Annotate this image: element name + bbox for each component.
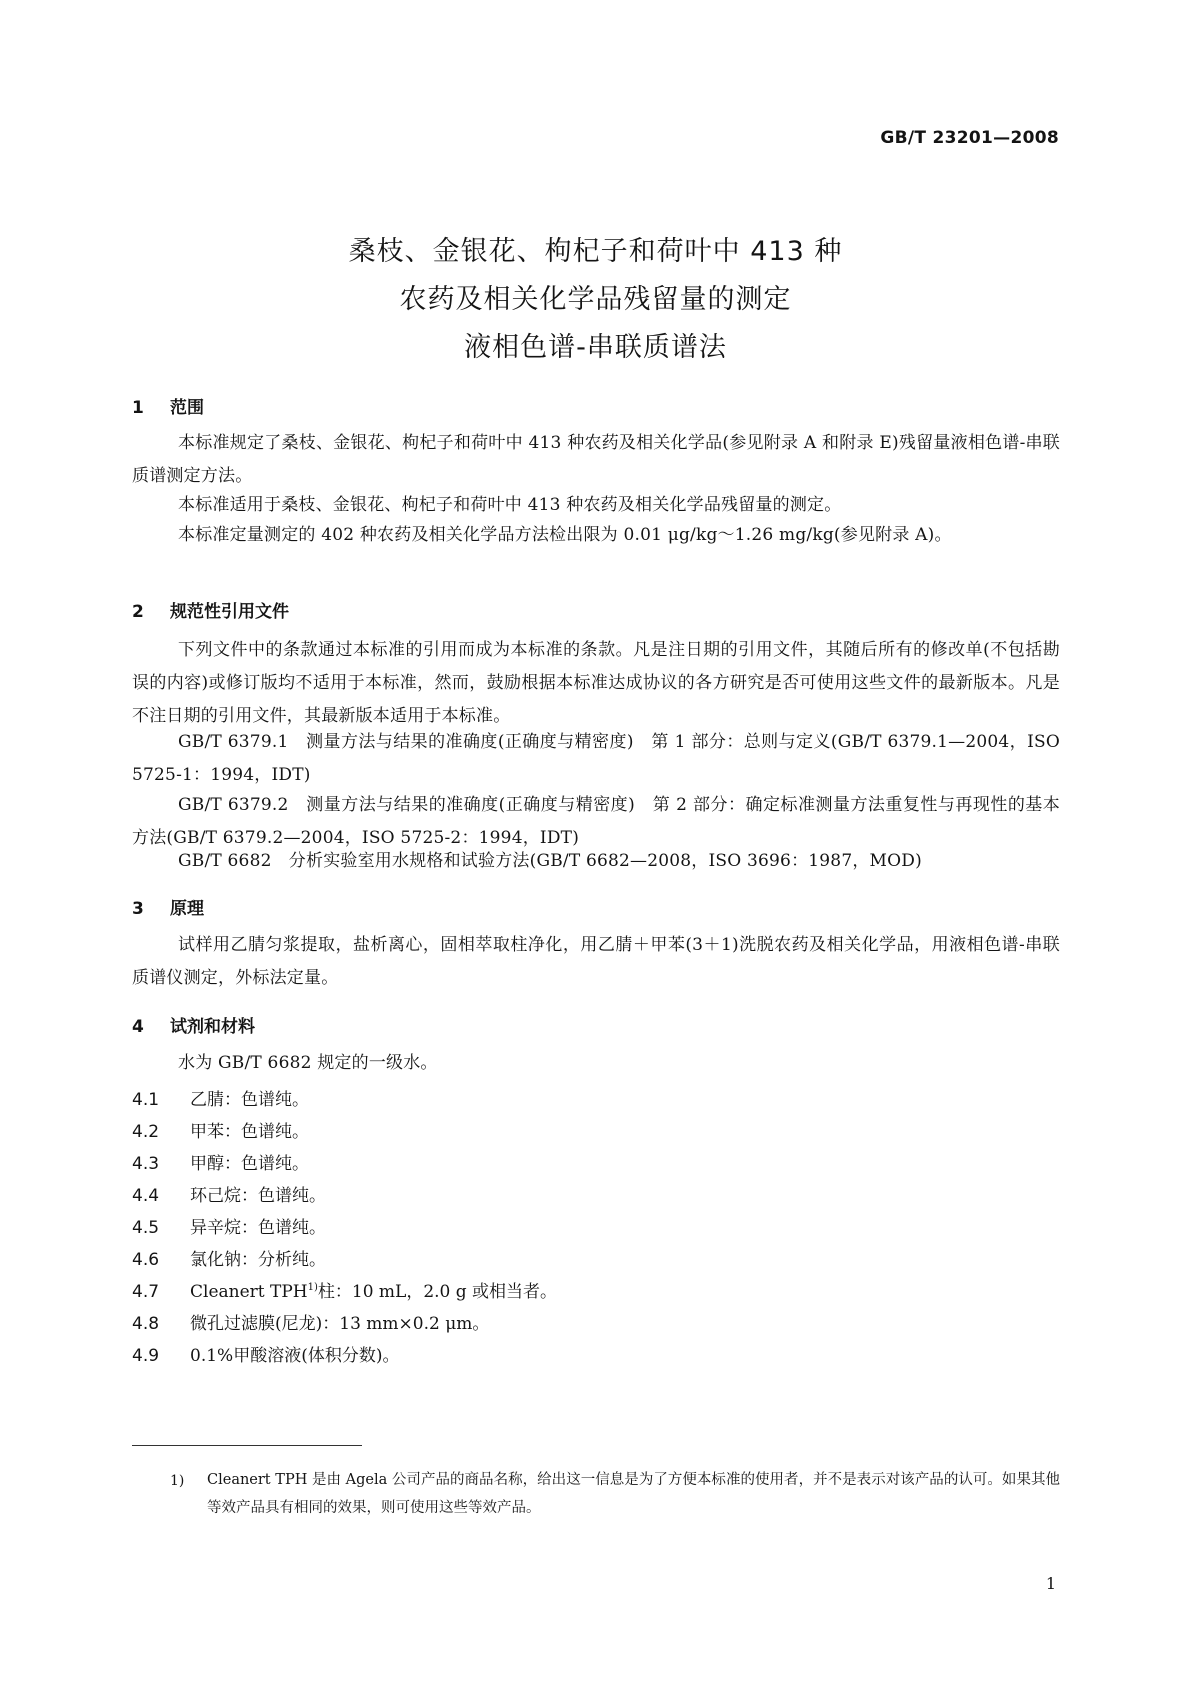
normative-reference-3: GB/T 6682 分析实验室用水规格和试验方法(GB/T 6682—2008，ISO 3696：1987，MOD) — [178, 851, 922, 871]
footnote-text: Cleanert TPH 是由 Agela 公司产品的商品名称，给出这一信息是为了方便本标准的使用者，并不是表示对该产品的认可。如果其他等效产品具有相同的效果，则可使用这些等效产品。 — [207, 1472, 1060, 1516]
section-number: 1 — [132, 398, 144, 418]
title-line-3: 液相色谱-串联质谱法 — [464, 332, 727, 363]
section-4-intro: 水为 GB/T 6682 规定的一级水。 — [178, 1053, 438, 1073]
reagent-item: 4.3 甲醇：色谱纯。 — [132, 1154, 309, 1174]
section-2-heading — [132, 597, 289, 622]
reagent-item: 4.2 甲苯：色谱纯。 — [132, 1122, 309, 1142]
section-title: 范围 — [170, 398, 204, 418]
reagent-item: 4.5 异辛烷：色谱纯。 — [132, 1218, 326, 1238]
footnote-mark: 1) — [170, 1473, 185, 1489]
reagent-item: 4.7 Cleanert TPH$^{1)}$柱：10 mL，2.0 g 或相当者。 — [132, 1282, 558, 1302]
title-line-1: 桑枝、金银花、枸杞子和荷叶中 413 种 — [348, 236, 843, 267]
section-number: 3 — [132, 899, 144, 919]
section-title: 规范性引用文件 — [170, 602, 289, 622]
reagent-item: 4.1 乙腈：色谱纯。 — [132, 1090, 309, 1110]
section-title: 试剂和材料 — [170, 1017, 255, 1037]
section-1-paragraph-3: 本标准定量测定的 402 种农药及相关化学品方法检出限为 0.01 μg/kg～1.26 mg/kg(参见附录 A)。 — [178, 525, 952, 545]
title-line-2: 农药及相关化学品残留量的测定 — [399, 284, 792, 315]
page-number: 1 — [1045, 1574, 1056, 1593]
section-2-paragraph-1: 下列文件中的条款通过本标准的引用而成为本标准的条款。凡是注日期的引用文件，其随后所有的修改单(不包括勘误的内容)或修订版均不适用于本标准，然而，鼓励根据本标准达成协议的各方研究是否可使用这些文件的最新版本。凡是不注日期的引用文件，其最新版本适用于本标准。 — [132, 640, 1060, 726]
normative-reference-2: GB/T 6379.2 测量方法与结果的准确度(正确度与精密度) 第 2 部分：确定标准测量方法重复性与再现性的基本方法(GB/T 6379.2—2004，ISO 5725-2：1994，IDT) — [132, 795, 1060, 848]
standard-code: GB/T 23201—2008 — [880, 128, 1059, 148]
footnote-reference[interactable]: 1) — [307, 1282, 318, 1293]
section-number: 2 — [132, 602, 144, 622]
section-1-paragraph-2: 本标准适用于桑枝、金银花、枸杞子和荷叶中 413 种农药及相关化学品残留量的测定。 — [178, 495, 842, 515]
section-4-heading — [132, 1012, 255, 1037]
reagent-item: 4.9 0.1%甲酸溶液(体积分数)。 — [132, 1346, 400, 1366]
section-title: 原理 — [170, 899, 204, 919]
reagent-item: 4.4 环己烷：色谱纯。 — [132, 1186, 326, 1206]
reagent-item: 4.8 微孔过滤膜(尼龙)：13 mm×0.2 μm。 — [132, 1314, 490, 1334]
normative-reference-1: GB/T 6379.1 测量方法与结果的准确度(正确度与精密度) 第 1 部分：总则与定义(GB/T 6379.1—2004，ISO 5725-1：1994，IDT) — [132, 732, 1060, 785]
section-3-heading — [132, 894, 204, 919]
document-title — [0, 228, 1191, 372]
section-3-paragraph-1: 试样用乙腈匀浆提取，盐析离心，固相萃取柱净化，用乙腈＋甲苯(3＋1)洗脱农药及相关化学品，用液相色谱-串联质谱仪测定，外标法定量。 — [132, 935, 1060, 988]
reagent-item: 4.6 氯化钠：分析纯。 — [132, 1250, 326, 1270]
footnote-divider — [132, 1445, 362, 1446]
section-number: 4 — [132, 1017, 144, 1037]
section-1-paragraph-1: 本标准规定了桑枝、金银花、枸杞子和荷叶中 413 种农药及相关化学品(参见附录 A 和附录 E)残留量液相色谱-串联质谱测定方法。 — [132, 433, 1060, 486]
section-1-heading — [132, 393, 204, 418]
